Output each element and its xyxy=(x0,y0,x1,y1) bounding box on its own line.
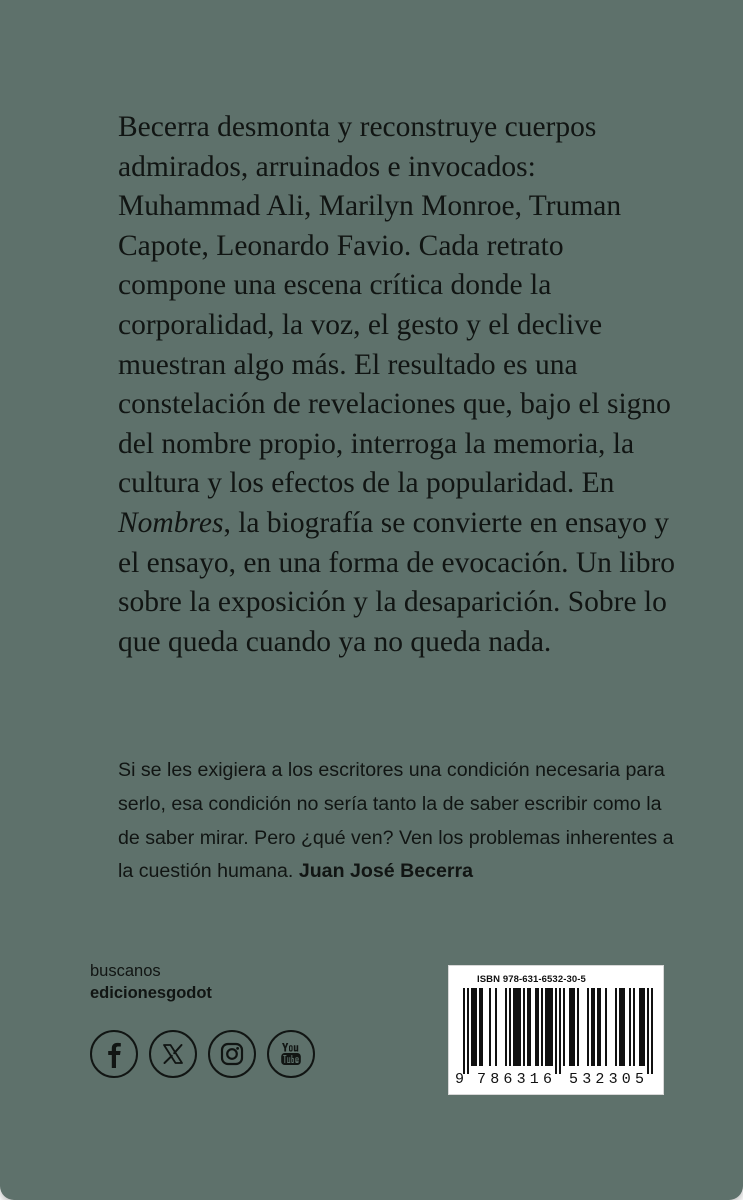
barcode-bar xyxy=(551,988,553,1066)
social-callout xyxy=(90,960,212,1004)
barcode-bar xyxy=(599,988,601,1066)
barcode-bar xyxy=(549,988,551,1066)
barcode-bar xyxy=(643,988,645,1066)
social-handle: edicionesgodot xyxy=(90,984,212,1002)
blurb-part-1: Becerra desmonta y reconstruye cuerpos admirados, arruinados e invocados: Muhammad Ali, Marilyn Monroe, Truman Capote, Leonardo Favio. Cada retrato compone una escena crítica donde la corporalidad, la voz, el gesto y el declive muestran algo más. El resultado es una constelación de revelaciones que, bajo el signo del nombre propio, interroga la memoria, la cultura y los efectos de la popularidad. En xyxy=(118,111,671,500)
barcode-bar xyxy=(479,988,481,1066)
social-icons xyxy=(90,1030,315,1078)
instagram-icon[interactable] xyxy=(208,1030,256,1078)
blurb-part-2: , la biografía se convierte en ensayo y el ensayo, en una forma de evocación. Un libro sobre la exposición y la desaparición. Sobre lo que queda cuando ya no queda nada. xyxy=(118,506,676,658)
barcode-bar xyxy=(541,988,543,1066)
barcode-bar xyxy=(463,988,465,1074)
barcode-bar xyxy=(535,988,537,1066)
barcode-bar xyxy=(629,988,631,1066)
barcode-bar xyxy=(597,988,599,1066)
barcode-bar xyxy=(641,988,643,1066)
barcode-bar xyxy=(523,988,525,1066)
barcode-bar xyxy=(619,988,621,1066)
barcode-bar xyxy=(467,988,469,1074)
quote-text: Si se les exigiera a los escritores una condición necesaria para serlo, esa condición no sería tanto la de saber escribir como la de saber mirar. Pero ¿qué ven? Ven los problemas inherentes a la cuestión humana. xyxy=(118,759,674,883)
book-title-italic: Nombres xyxy=(118,506,224,539)
barcode-bar xyxy=(489,988,491,1066)
barcode-bar xyxy=(481,988,483,1066)
barcode-bar xyxy=(527,988,529,1066)
barcode-bar xyxy=(615,988,617,1066)
barcode-bar xyxy=(513,988,515,1066)
barcode-bar xyxy=(515,988,517,1066)
barcode-digit-group-1: 786316 xyxy=(477,1071,557,1088)
barcode-bar xyxy=(547,988,549,1066)
barcode-bar xyxy=(647,988,649,1074)
barcode-digit-group-2: 532305 xyxy=(569,1071,649,1088)
quote-author: Juan José Becerra xyxy=(298,860,474,883)
barcode-bar xyxy=(651,988,653,1074)
isbn-label: ISBN 978-631-6532-30-5 xyxy=(477,974,586,985)
barcode-bars xyxy=(455,988,659,1074)
author-quote xyxy=(118,754,678,889)
barcode-bar xyxy=(571,988,573,1066)
social-lead: buscanos xyxy=(90,962,161,980)
isbn-barcode xyxy=(448,965,664,1095)
barcode-bar xyxy=(623,988,625,1066)
barcode-bar xyxy=(559,988,561,1074)
barcode-bar xyxy=(639,988,641,1066)
barcode-bar xyxy=(537,988,539,1066)
barcode-bar xyxy=(471,988,473,1066)
barcode-bar xyxy=(555,988,557,1074)
barcode-bar xyxy=(519,988,521,1066)
barcode-bar xyxy=(587,988,589,1066)
barcode-bar xyxy=(573,988,575,1066)
barcode-bar xyxy=(569,988,571,1066)
barcode-bar xyxy=(633,988,635,1066)
barcode-bar xyxy=(563,988,565,1066)
barcode-bar xyxy=(591,988,593,1066)
barcode-bar xyxy=(593,988,595,1066)
barcode-bar xyxy=(473,988,475,1066)
barcode-bar xyxy=(577,988,579,1066)
barcode-bar xyxy=(505,988,507,1066)
barcode-digit-first: 9 xyxy=(455,1071,465,1088)
barcode-bar xyxy=(529,988,531,1066)
facebook-icon[interactable] xyxy=(90,1030,138,1078)
barcode-bar xyxy=(605,988,607,1066)
x-icon[interactable] xyxy=(149,1030,197,1078)
blurb-text xyxy=(118,108,678,662)
barcode-bar xyxy=(545,988,547,1066)
barcode-bar xyxy=(509,988,511,1066)
barcode-bar xyxy=(495,988,497,1066)
youtube-icon[interactable] xyxy=(267,1030,315,1078)
barcode-bar xyxy=(475,988,477,1066)
barcode-bar xyxy=(621,988,623,1066)
barcode-bar xyxy=(517,988,519,1066)
